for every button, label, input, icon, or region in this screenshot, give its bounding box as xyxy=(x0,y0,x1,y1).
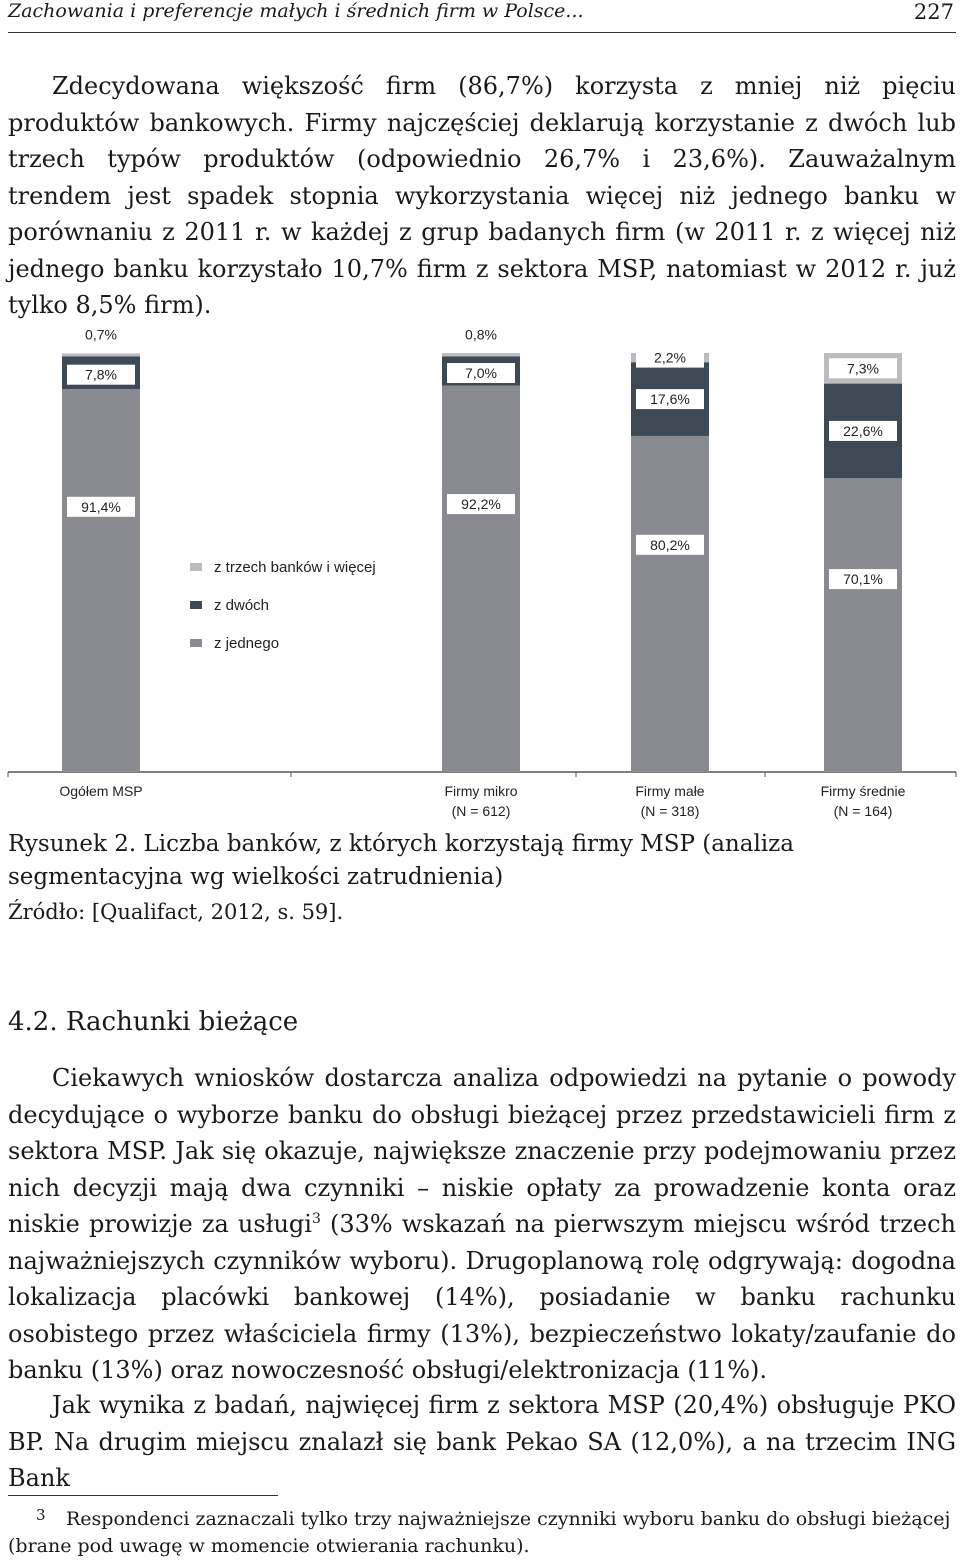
category-label: (N = 164) xyxy=(833,803,893,819)
legend-swatch xyxy=(190,601,202,609)
paragraph-1-text: Zdecydowana większość firm (86,7%) korzysta z mniej niż pięciu produktów bankowych. Firmy najczęściej deklarują korzystanie z dwóch lub trzech typów produktów (odpowiednio 26,7% i 23,6%). Zauważalnym trendem jest spadek stopnia wykorzystania więcej niż jednego banku w porównaniu z 2011 r. w każdej z grup badanych firm (w 2011 r. z więcej niż jednego banku korzystało 10,7% firm z sektora MSP, natomiast w 2012 r. już tylko 8,5% firm). xyxy=(8,72,956,319)
legend-label: z trzech banków i więcej xyxy=(214,559,376,576)
legend-label: z dwóch xyxy=(214,597,270,614)
category-label: Firmy mikro xyxy=(444,783,518,799)
footnote-text: Respondenci zaznaczali tylko trzy najważniejsze czynniki wyboru banku do obsługi bieżącej (brane pod uwagę w momencie otwierania rachunku). xyxy=(8,1508,951,1557)
paragraph-1 xyxy=(8,68,956,324)
footnote-number: 3 xyxy=(36,1506,46,1524)
bar-segment xyxy=(62,353,140,356)
page-number: 227 xyxy=(913,0,954,24)
bar-segment xyxy=(442,353,520,356)
bar-segment xyxy=(824,478,902,772)
legend-swatch xyxy=(190,639,202,647)
category-label: Firmy małe xyxy=(635,783,705,799)
data-label-dwoch: 22,6% xyxy=(843,422,883,439)
footnote xyxy=(8,1502,956,1560)
stacked-bar-chart xyxy=(0,325,960,825)
bar-segment xyxy=(442,386,520,772)
paragraph-3 xyxy=(8,1387,956,1497)
paragraph-2 xyxy=(8,1060,956,1389)
figure-caption: Rysunek 2. Liczba banków, z których korzystają firmy MSP (analiza segmentacyjna wg wielkości zatrudnienia) xyxy=(8,831,794,890)
footnote-reference[interactable]: 3 xyxy=(311,1211,321,1227)
data-label-jednego: 91,4% xyxy=(81,498,121,515)
data-label-dwoch: 17,6% xyxy=(650,391,690,408)
data-label-trzech: 7,3% xyxy=(847,360,879,377)
figure-source: Źródło: [Qualifact, 2012, s. 59]. xyxy=(8,900,344,924)
data-label-jednego: 70,1% xyxy=(843,571,883,588)
data-label-trzech: 2,2% xyxy=(654,349,686,366)
bar-segment xyxy=(62,389,140,772)
data-label-trzech: 0,7% xyxy=(85,326,117,343)
bank-count-chart xyxy=(0,325,960,825)
data-label-dwoch: 7,0% xyxy=(465,365,497,382)
bar-segment xyxy=(631,436,709,772)
header-divider xyxy=(8,32,956,33)
paragraph-3-text: Jak wynika z badań, najwięcej firm z sektora MSP (20,4%) obsługuje PKO BP. Na drugim miejscu znalazł się bank Pekao SA (12,0%), a na trzecim ING Bank xyxy=(8,1391,956,1492)
category-label: Firmy średnie xyxy=(820,783,906,799)
data-label-jednego: 92,2% xyxy=(461,496,501,513)
footnote-divider xyxy=(8,1495,278,1496)
legend-label: z jednego xyxy=(214,635,280,652)
section-heading: 4.2. Rachunki bieżące xyxy=(8,1007,299,1037)
data-label-trzech: 0,8% xyxy=(465,326,497,343)
running-header-title: Zachowania i preferencje małych i średnich firm w Polsce... xyxy=(8,0,584,22)
legend-swatch xyxy=(190,563,202,571)
category-label: (N = 612) xyxy=(451,803,511,819)
data-label-jednego: 80,2% xyxy=(650,536,690,553)
paragraph-2-text-a: Ciekawych wniosków dostarcza analiza odpowiedzi na pytanie o powody decydujące o wyborze banku do obsługi bieżącej przez przedstawicieli firm z sektora MSP. Jak się okazuje, największe znaczenie przy podejmowaniu przez nich decyzji mają dwa czynniki – niskie opłaty za prowadzenie konta oraz niskie prowizje za usługi xyxy=(8,1064,956,1238)
data-label-dwoch: 7,8% xyxy=(85,366,117,383)
paragraph-2-text-b: (33% wskazań na pierwszym miejscu wśród trzech najważniejszych czynników wyboru). Drugoplanową rolę odgrywają: dogodna lokalizacja placówki bankowej (14%), posiadanie w banku rachunku osobistego przez właściciela firmy (13%), bezpieczeństwo lokaty/zaufanie do banku (13%) oraz nowoczesność obsługi/elektronizacja (11%). xyxy=(8,1210,956,1384)
category-label: Ogółem MSP xyxy=(59,783,143,799)
category-label: (N = 318) xyxy=(640,803,700,819)
